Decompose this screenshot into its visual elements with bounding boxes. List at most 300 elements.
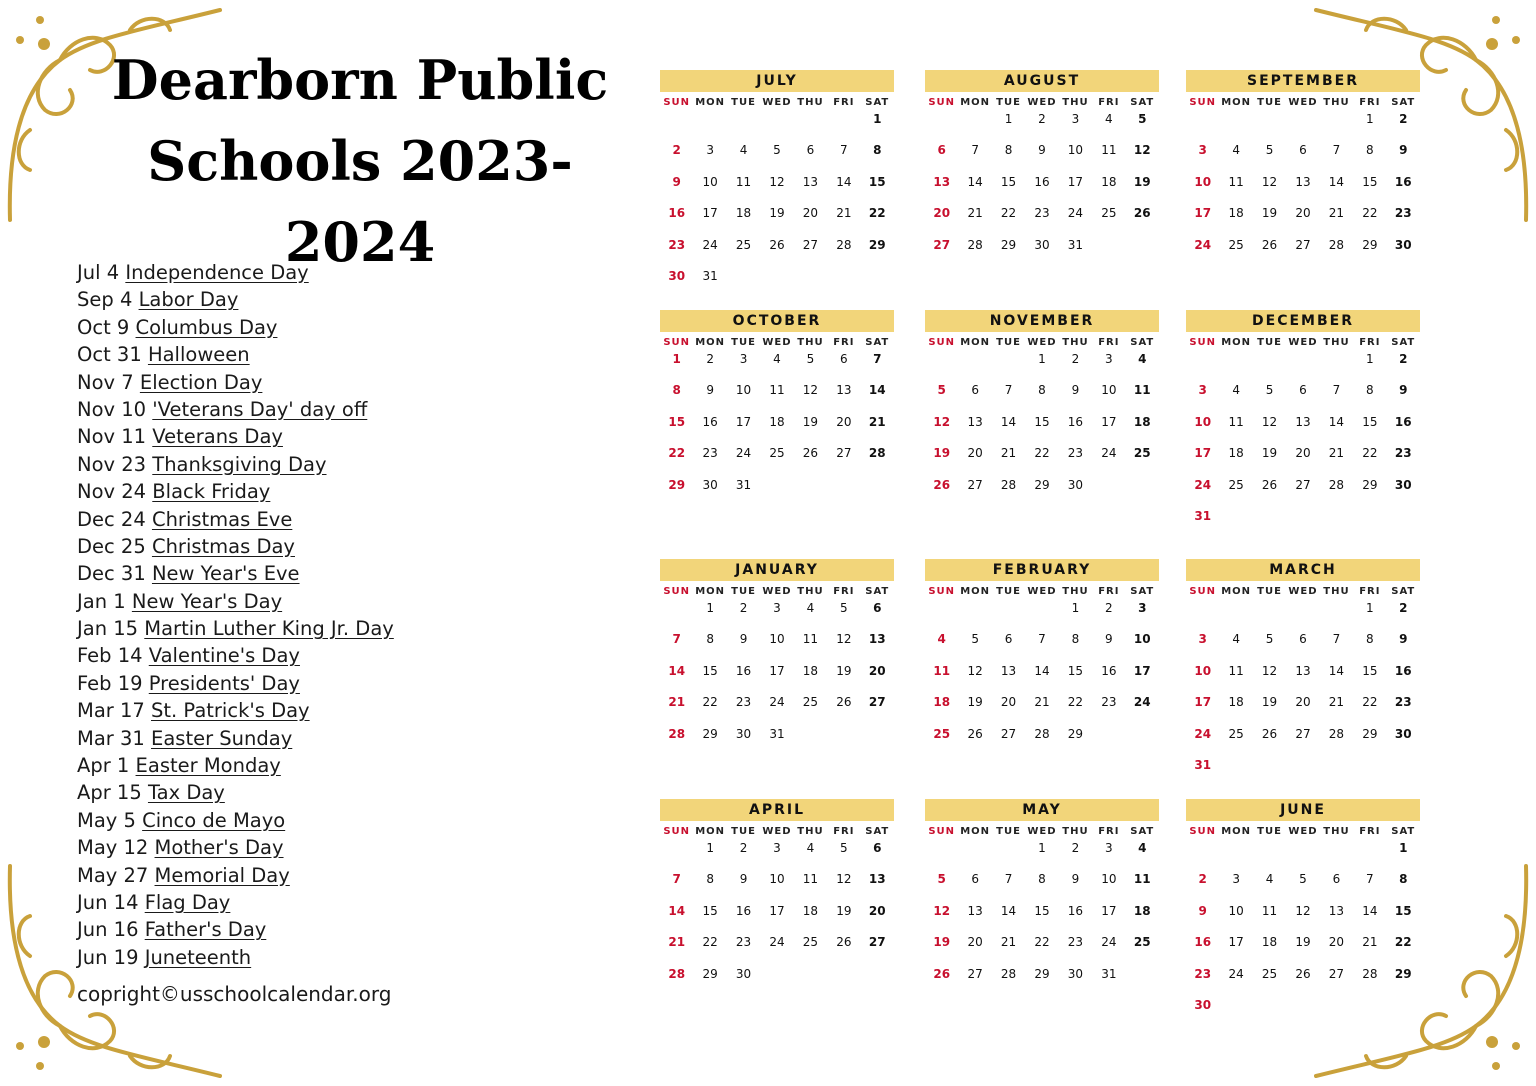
copyright-text: copright©usschoolcalendar.org [77, 982, 392, 1006]
day-cell: 14 [1362, 903, 1378, 918]
day-cell: 19 [836, 903, 852, 918]
holiday-date: Dec 31 [77, 562, 146, 586]
day-cell: 24 [735, 446, 752, 461]
day-cell: 10 [1133, 632, 1151, 647]
day-cell: 3 [1198, 632, 1207, 647]
holiday-date: Sep 4 [77, 288, 133, 312]
day-cell: 19 [1261, 446, 1278, 461]
day-cell: 23 [735, 695, 752, 710]
day-cell: 6 [873, 841, 882, 855]
empty-day [925, 839, 958, 870]
holiday-item [77, 944, 577, 971]
day-cell: 15 [702, 663, 718, 678]
day-cell: 29 [1067, 726, 1084, 741]
weekday-label: WED [1288, 586, 1318, 597]
day-cell: 23 [1034, 206, 1050, 221]
day-cell: 22 [1000, 206, 1017, 221]
day-cell: 12 [769, 174, 785, 189]
day-cell: 13 [1328, 903, 1345, 918]
day-cell: 18 [933, 695, 951, 710]
day-cell: 10 [1228, 903, 1244, 918]
weekday-label: TUE [996, 826, 1021, 837]
month-september [1186, 70, 1420, 267]
holiday-item [77, 451, 577, 478]
empty-day [1320, 839, 1353, 870]
day-cell: 22 [1067, 695, 1084, 710]
weekday-label: TUE [1257, 97, 1282, 108]
day-cell: 16 [1194, 935, 1212, 950]
day-cell: 25 [933, 726, 951, 741]
holiday-item [77, 670, 577, 697]
day-cell: 12 [1261, 414, 1278, 429]
day-cell: 19 [1295, 935, 1311, 950]
weekday-label: SAT [1130, 337, 1155, 348]
day-cell: 15 [1000, 174, 1017, 189]
day-cell: 15 [1034, 903, 1050, 918]
month-header: OCTOBER [660, 310, 894, 332]
holiday-date: Oct 9 [77, 315, 130, 339]
day-cell: 9 [672, 174, 681, 189]
empty-day [1186, 839, 1219, 870]
day-cell: 13 [967, 414, 983, 429]
day-cell: 4 [806, 601, 815, 615]
day-cell: 2 [1038, 112, 1046, 126]
day-cell: 17 [769, 903, 785, 918]
day-cell: 1 [1366, 112, 1374, 126]
weekday-label: THU [1323, 97, 1350, 108]
empty-day [693, 110, 726, 141]
month-header: MAY [925, 799, 1159, 821]
day-cell: 29 [1362, 237, 1378, 252]
month-header: NOVEMBER [925, 310, 1159, 332]
holiday-date: Jun 14 [77, 890, 139, 914]
holiday-link[interactable]: St. Patrick's Day [151, 699, 310, 723]
day-cell: 19 [967, 695, 983, 710]
holiday-link[interactable]: Thanksgiving Day [152, 452, 327, 476]
day-cell: 29 [1000, 237, 1017, 252]
empty-day [958, 599, 991, 630]
day-cell: 28 [1000, 477, 1017, 492]
day-cell: 18 [769, 414, 785, 429]
day-cell: 14 [668, 903, 686, 918]
day-cell: 2 [1071, 352, 1080, 366]
weekday-label: SAT [865, 97, 890, 108]
day-cell: 5 [1265, 632, 1274, 647]
day-cell: 26 [802, 446, 819, 461]
day-cell: 30 [1067, 477, 1084, 492]
day-cell: 30 [668, 268, 686, 283]
day-cell: 3 [773, 841, 781, 855]
day-cell: 29 [702, 966, 718, 981]
weekday-label: MON [960, 586, 991, 597]
day-cell: 30 [1394, 237, 1412, 252]
holiday-link[interactable]: Father's Day [144, 918, 267, 942]
day-cell: 9 [1105, 632, 1113, 647]
day-cell: 28 [668, 726, 686, 741]
day-cell: 5 [937, 872, 946, 887]
weekday-label: MON [1221, 586, 1252, 597]
day-cell: 29 [1362, 477, 1378, 492]
holiday-link[interactable]: New Year's Eve [151, 562, 300, 586]
holiday-link[interactable]: Columbus Day [135, 315, 278, 339]
day-cell: 11 [1228, 174, 1244, 189]
day-cell: 14 [1328, 174, 1345, 189]
day-cell: 27 [967, 477, 983, 492]
weekday-label: FRI [1359, 97, 1381, 108]
day-cell: 21 [1328, 695, 1345, 710]
day-cell: 4 [806, 841, 815, 855]
day-cell: 17 [702, 206, 718, 221]
holiday-link[interactable]: Tax Day [147, 781, 225, 805]
day-cell: 18 [1133, 414, 1151, 429]
day-cell: 18 [735, 206, 752, 221]
day-cell: 9 [1399, 632, 1408, 647]
day-cell: 13 [802, 174, 819, 189]
day-cell: 1 [1071, 601, 1080, 615]
weekday-label: FRI [833, 586, 855, 597]
day-cell: 7 [840, 143, 848, 158]
day-cell: 11 [1228, 663, 1244, 678]
holiday-date: Jun 19 [77, 945, 139, 969]
empty-day [1219, 110, 1252, 141]
day-cell: 16 [1394, 663, 1412, 678]
day-cell: 15 [1362, 174, 1378, 189]
empty-day [1320, 350, 1353, 381]
holiday-link[interactable]: New Year's Day [131, 589, 283, 613]
weekday-label: WED [762, 826, 792, 837]
holiday-link[interactable]: Memorial Day [154, 863, 290, 887]
day-cell: 20 [1295, 206, 1311, 221]
day-cell: 25 [735, 237, 752, 252]
weekday-label: FRI [1098, 97, 1120, 108]
holiday-link[interactable]: Veterans Day [152, 425, 283, 449]
day-cell: 20 [933, 206, 951, 221]
weekday-label: SAT [865, 586, 890, 597]
weekday-label: TUE [996, 337, 1021, 348]
day-cell: 7 [971, 143, 979, 158]
weekday-label: WED [1027, 826, 1057, 837]
holiday-link[interactable]: Easter Monday [135, 754, 281, 778]
day-cell: 14 [868, 383, 886, 398]
day-cell: 12 [933, 414, 951, 429]
empty-day [992, 350, 1025, 381]
holiday-item [77, 615, 577, 642]
holiday-item [77, 752, 577, 779]
day-cell: 31 [1067, 237, 1084, 252]
day-cell: 8 [1038, 383, 1046, 398]
weekday-label: TUE [1257, 826, 1282, 837]
empty-day [925, 350, 958, 381]
day-cell: 29 [1394, 966, 1412, 981]
month-november [925, 310, 1159, 507]
day-cell: 8 [873, 143, 882, 158]
day-cell: 6 [840, 352, 848, 366]
day-cell: 20 [802, 206, 819, 221]
holiday-date: Apr 1 [77, 754, 130, 778]
weekday-label: TUE [1257, 586, 1282, 597]
day-cell: 24 [1101, 935, 1117, 950]
month-header: JANUARY [660, 559, 894, 581]
day-cell: 28 [967, 237, 983, 252]
day-cell: 7 [1004, 383, 1013, 398]
day-cell: 26 [1261, 726, 1278, 741]
day-cell: 5 [806, 352, 815, 366]
day-cell: 14 [1034, 663, 1050, 678]
day-cell: 5 [937, 383, 946, 398]
day-cell: 4 [1232, 143, 1240, 158]
weekday-label: MON [695, 586, 726, 597]
day-cell: 7 [1004, 872, 1013, 887]
day-cell: 2 [739, 601, 748, 615]
day-cell: 14 [1000, 903, 1017, 918]
holiday-date: May 5 [77, 808, 136, 832]
holiday-link[interactable]: Election Day [139, 370, 263, 394]
day-cell: 11 [1133, 872, 1151, 887]
day-cell: 22 [702, 695, 718, 710]
weekday-label: MON [1221, 97, 1252, 108]
holiday-item [77, 916, 577, 943]
empty-day [660, 599, 693, 630]
day-cell: 26 [933, 477, 951, 492]
day-cell: 13 [1295, 663, 1311, 678]
day-cell: 2 [739, 841, 748, 855]
weekday-label: THU [797, 586, 824, 597]
holiday-link[interactable]: Juneteenth [144, 945, 252, 969]
month-may [925, 799, 1159, 996]
day-cell: 4 [1232, 383, 1240, 398]
day-cell: 30 [1394, 726, 1412, 741]
holiday-link[interactable]: Flag Day [144, 890, 231, 914]
weekday-label: THU [797, 97, 824, 108]
day-cell: 18 [1228, 206, 1244, 221]
day-cell: 21 [1362, 935, 1378, 950]
month-august [925, 70, 1159, 267]
day-cell: 24 [702, 237, 718, 252]
day-cell: 15 [1394, 903, 1412, 918]
holiday-item [77, 725, 577, 752]
day-cell: 3 [706, 143, 714, 158]
holiday-link[interactable]: Christmas Eve [151, 507, 293, 531]
day-cell: 18 [802, 663, 819, 678]
day-cell: 14 [668, 663, 686, 678]
holiday-item [77, 314, 577, 341]
day-cell: 29 [668, 477, 686, 492]
holiday-date: Nov 11 [77, 425, 147, 449]
day-cell: 3 [1105, 841, 1113, 855]
holiday-date: Oct 31 [77, 343, 142, 367]
weekday-label: FRI [833, 97, 855, 108]
empty-day [1219, 350, 1252, 381]
weekday-label: SUN [1189, 97, 1217, 108]
page-title: Dearborn Public Schools 2023-2024 [111, 48, 609, 274]
empty-day [1286, 350, 1319, 381]
day-cell: 31 [735, 477, 752, 492]
holiday-link[interactable]: Black Friday [152, 480, 271, 504]
weekday-label: SUN [1189, 586, 1217, 597]
empty-day [1286, 839, 1319, 870]
empty-day [1219, 599, 1252, 630]
holiday-item [77, 259, 577, 286]
day-cell: 27 [1295, 477, 1311, 492]
empty-day [1353, 839, 1386, 870]
day-cell: 9 [1399, 143, 1408, 158]
weekday-label: SUN [663, 586, 691, 597]
day-cell: 22 [1362, 446, 1378, 461]
weekday-label: THU [1062, 97, 1089, 108]
holiday-item [77, 286, 577, 313]
day-cell: 11 [1228, 414, 1244, 429]
day-cell: 24 [1194, 477, 1212, 492]
day-cell: 10 [769, 632, 785, 647]
day-cell: 27 [1000, 726, 1017, 741]
holiday-item [77, 588, 577, 615]
day-cell: 6 [971, 872, 979, 887]
day-cell: 5 [840, 841, 848, 855]
holiday-link[interactable]: Presidents' Day [148, 671, 300, 695]
weekday-label: WED [1027, 337, 1057, 348]
holiday-link[interactable]: 'Veterans Day' day off [152, 397, 368, 421]
day-cell: 18 [1261, 935, 1278, 950]
day-cell: 7 [873, 352, 882, 366]
day-cell: 19 [769, 206, 785, 221]
empty-day [925, 599, 958, 630]
day-cell: 31 [1101, 966, 1117, 981]
day-cell: 8 [1038, 872, 1046, 887]
day-cell: 16 [1067, 903, 1084, 918]
day-cell: 10 [702, 174, 718, 189]
empty-day [925, 110, 958, 141]
month-header: JULY [660, 70, 894, 92]
empty-day [827, 110, 860, 141]
day-cell: 12 [836, 632, 852, 647]
holiday-link[interactable]: Martin Luther King Jr. Day [144, 617, 394, 641]
day-cell: 7 [1332, 143, 1341, 158]
day-cell: 15 [1067, 663, 1084, 678]
empty-day [1286, 110, 1319, 141]
day-cell: 11 [1101, 143, 1117, 158]
holiday-date: Mar 31 [77, 726, 145, 750]
empty-day [1253, 110, 1286, 141]
day-cell: 29 [1034, 477, 1050, 492]
day-cell: 6 [806, 143, 815, 158]
day-cell: 23 [668, 237, 686, 252]
day-cell: 6 [1299, 383, 1307, 398]
day-cell: 21 [1328, 206, 1345, 221]
day-cell: 24 [1133, 695, 1151, 710]
month-header: JUNE [1186, 799, 1420, 821]
holiday-link[interactable]: Labor Day [138, 288, 239, 312]
day-cell: 1 [1038, 352, 1046, 366]
day-cell: 3 [1071, 112, 1080, 126]
day-cell: 14 [967, 174, 983, 189]
empty-day [1025, 599, 1058, 630]
holiday-item [77, 779, 577, 806]
day-cell: 10 [1194, 663, 1212, 678]
month-july [660, 70, 894, 298]
holiday-link[interactable]: Easter Sunday [151, 726, 293, 750]
day-cell: 9 [706, 383, 714, 398]
month-february [925, 559, 1159, 756]
day-cell: 28 [1328, 477, 1345, 492]
day-cell: 6 [1332, 872, 1341, 887]
day-cell: 24 [769, 935, 785, 950]
month-header: MARCH [1186, 559, 1420, 581]
day-cell: 2 [1071, 841, 1080, 855]
holiday-date: Jun 16 [77, 918, 139, 942]
weekday-label: TUE [731, 586, 756, 597]
day-cell: 25 [769, 446, 785, 461]
day-cell: 4 [937, 632, 946, 647]
day-cell: 10 [1194, 414, 1212, 429]
day-cell: 25 [1228, 237, 1244, 252]
day-cell: 9 [739, 872, 748, 887]
day-cell: 19 [933, 446, 951, 461]
weekday-label: MON [960, 826, 991, 837]
day-cell: 21 [1000, 446, 1017, 461]
day-cell: 13 [933, 174, 951, 189]
day-cell: 31 [702, 268, 718, 283]
day-cell: 20 [836, 414, 852, 429]
day-cell: 13 [1000, 663, 1017, 678]
holiday-link[interactable]: Cinco de Mayo [142, 808, 286, 832]
weekday-label: THU [1062, 586, 1089, 597]
holiday-date: Dec 24 [77, 507, 146, 531]
day-cell: 2 [706, 352, 714, 366]
weekday-label: THU [1323, 586, 1350, 597]
day-cell: 16 [702, 414, 718, 429]
month-january [660, 559, 894, 756]
day-cell: 2 [672, 143, 681, 158]
day-cell: 28 [1362, 966, 1378, 981]
holiday-item [77, 834, 577, 861]
day-cell: 12 [1295, 903, 1311, 918]
day-cell: 2 [1198, 872, 1207, 887]
day-cell: 24 [1194, 726, 1212, 741]
weekday-label: SUN [928, 337, 956, 348]
holiday-item [77, 478, 577, 505]
holiday-item [77, 341, 577, 368]
day-cell: 22 [668, 446, 686, 461]
holiday-link[interactable]: Mother's Day [154, 836, 284, 860]
day-cell: 20 [868, 663, 886, 678]
empty-day [958, 350, 991, 381]
holiday-link[interactable]: Independence Day [125, 261, 309, 284]
day-cell: 6 [1004, 632, 1013, 647]
day-cell: 24 [1194, 237, 1212, 252]
holiday-date: Nov 23 [77, 452, 147, 476]
day-cell: 15 [868, 174, 886, 189]
day-cell: 22 [868, 206, 886, 221]
day-cell: 12 [1261, 663, 1278, 678]
day-cell: 25 [1101, 206, 1117, 221]
day-cell: 3 [1198, 143, 1207, 158]
day-cell: 17 [1228, 935, 1244, 950]
holiday-link[interactable]: Halloween [147, 343, 250, 367]
holiday-link[interactable]: Christmas Day [151, 534, 295, 558]
day-cell: 27 [836, 446, 852, 461]
day-cell: 27 [1295, 726, 1311, 741]
empty-day [1253, 350, 1286, 381]
day-cell: 27 [868, 935, 886, 950]
day-cell: 31 [1194, 508, 1212, 523]
day-cell: 30 [1067, 966, 1084, 981]
day-cell: 7 [672, 632, 681, 647]
day-cell: 28 [1328, 726, 1345, 741]
day-cell: 26 [769, 237, 785, 252]
holiday-link[interactable]: Valentine's Day [148, 644, 300, 668]
day-cell: 16 [1394, 174, 1412, 189]
day-cell: 24 [769, 695, 785, 710]
